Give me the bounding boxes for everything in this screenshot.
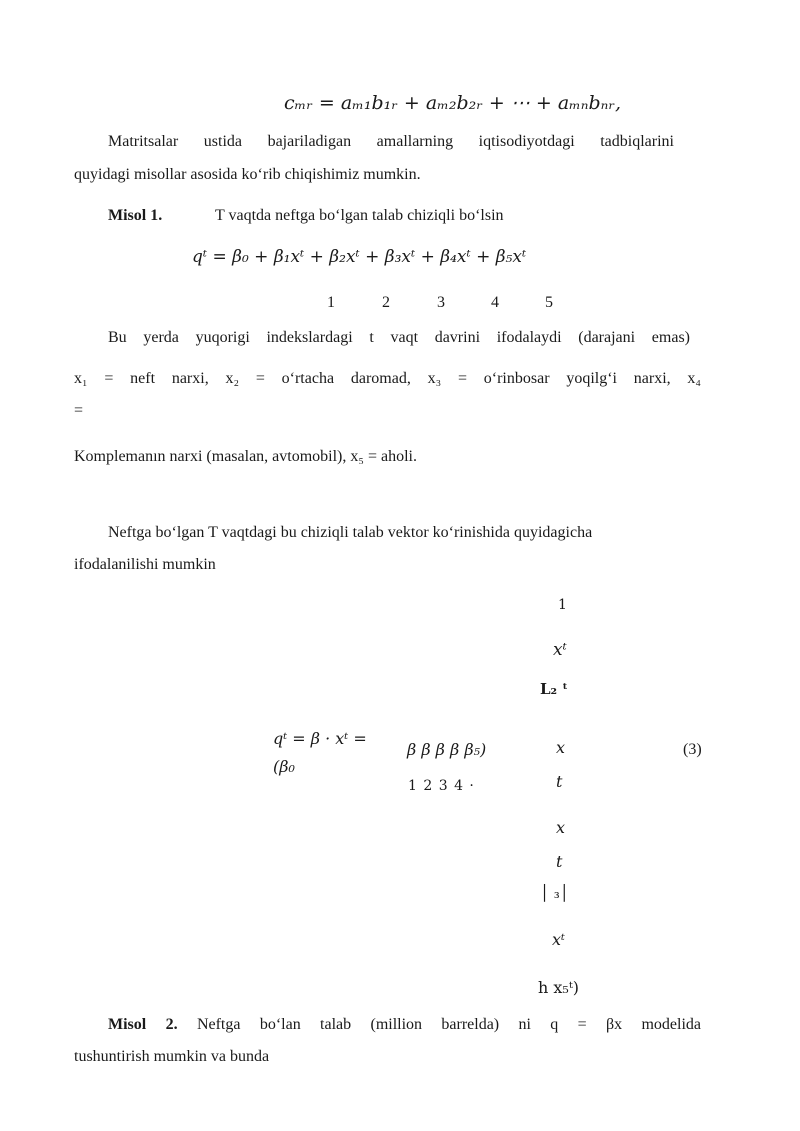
paragraph-1-line-1: Matritsalar ustida bajariladigan amallarning iqtisodiyotdagi tadbiqlarini xyxy=(108,133,674,150)
example-1-label: Misol 1. xyxy=(108,207,163,224)
formula-cmr: cₘᵣ = aₘ₁b₁ᵣ + aₘ₂b₂ᵣ + ⋯ + aₘₙbₙᵣ, xyxy=(284,92,622,114)
column-entry-6: x xyxy=(556,818,566,837)
paragraph-3-line-2: ifodalanilishi mumkin xyxy=(74,556,216,573)
example-2-line-1 xyxy=(108,1016,701,1034)
example-2-line-2: tushuntirish mumkin va bunda xyxy=(74,1048,270,1065)
column-entry-4: x xyxy=(556,738,566,757)
vector-eq-beta-subscripts: 1 2 3 4 · xyxy=(408,778,475,794)
vector-eq-betas: β β β β β₅) xyxy=(407,740,487,759)
paragraph-3-line-1: Neftga bo‘lgan T vaqtdagi bu chiziqli talab vektor ko‘rinishida quyidagicha xyxy=(108,524,593,541)
column-entry-8: │ ₃│ xyxy=(540,884,569,902)
paragraph-1-line-2: quyidagi misollar asosida ko‘rib chiqishimiz mumkin. xyxy=(74,166,421,183)
column-entry-1: 1 xyxy=(558,597,567,613)
paragraph-2-line-2: x₁ = neft narxi, x₂ = o‘rtacha daromad, x₃ = o‘rinbosar yoqilg‘i narxi, x₄ xyxy=(74,370,701,387)
paragraph-2-line-3: Komplemanın narxi (masalan, avtomobil), x₅ = aholi. xyxy=(74,448,417,465)
formula-demand: qᵗ = β₀ + β₁xᵗ + β₂xᵗ + β₃xᵗ + β₄xᵗ + β₅xᵗ xyxy=(192,247,527,267)
subscript-4: 4 xyxy=(491,294,499,311)
column-entry-5: t xyxy=(556,772,563,791)
subscript-1: 1 xyxy=(327,294,335,311)
subscript-5: 5 xyxy=(545,294,553,311)
example-2-label: Misol 2. xyxy=(108,1016,178,1033)
column-entry-10: h x₅ᵗ) xyxy=(538,978,580,997)
vector-eq-lhs: qᵗ = β · xᵗ = xyxy=(273,729,367,748)
subscript-3: 3 xyxy=(437,294,445,311)
paragraph-2-line-1: Bu yerda yuqorigi indekslardagi t vaqt davrini ifodalaydi (darajani emas) xyxy=(108,329,690,346)
example-2-text: Neftga bo‘lan talab (million barrelda) ni q = βx modelida xyxy=(196,1016,702,1033)
example-1-text: T vaqtda neftga bo‘lgan talab chiziqli bo‘lsin xyxy=(215,207,504,224)
column-entry-9: xᵗ xyxy=(552,930,565,949)
subscript-2: 2 xyxy=(382,294,390,311)
vector-eq-paren: (β₀ xyxy=(273,757,295,776)
equation-number: (3) xyxy=(683,741,702,758)
column-entry-3: L₂ ᵗ xyxy=(540,680,568,698)
paragraph-2-equals: = xyxy=(74,402,84,419)
column-entry-2: xᵗ xyxy=(553,640,567,660)
column-entry-7: t xyxy=(556,852,563,871)
